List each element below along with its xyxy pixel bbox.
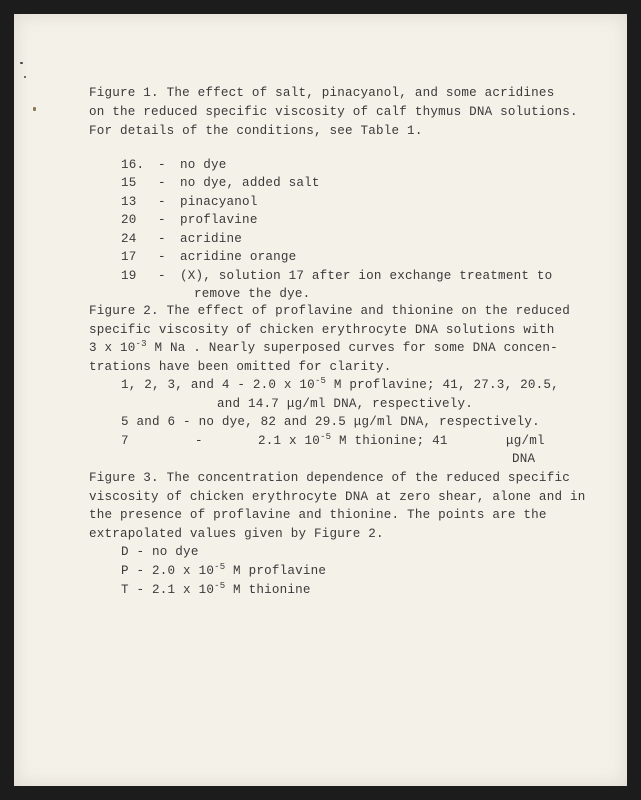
- curve-dash: -: [158, 269, 166, 283]
- curve-description: acridine: [180, 232, 243, 246]
- figure2-curves-proflavine: 1, 2, 3, and 4 - 2.0 x $10^{-5}$ M proflavine; 41, 27.3, 20.5,: [121, 376, 559, 392]
- figure3-key-d: D - no dye: [121, 545, 199, 559]
- curve-dash: -: [158, 232, 166, 246]
- figure2-curves-no-dye: 5 and 6 - no dye, 82 and 29.5 μg/ml DNA, respectively.: [121, 415, 540, 429]
- curve-number: 13: [121, 195, 137, 209]
- curve-dash: -: [158, 158, 166, 172]
- figure1-line-1: Figure 1. The effect of salt, pinacyanol, and some acridines: [89, 86, 555, 100]
- figure2-line-3: 3 x $10^{-3}$ M Na . Nearly superposed curves for some DNA concen-: [89, 339, 558, 355]
- figure2-line-1: Figure 2. The effect of proflavine and thionine on the reduced: [89, 304, 570, 318]
- typed-text-body: [14, 14, 627, 786]
- curve-description: acridine orange: [180, 250, 297, 264]
- curve-description: pinacyanol: [180, 195, 258, 209]
- curve-dash: -: [158, 213, 166, 227]
- figure2-line-4: trations have been omitted for clarity.: [89, 360, 392, 374]
- curve-dash: -: [158, 250, 166, 264]
- curve-number: 24: [121, 232, 137, 246]
- curve-dash: -: [158, 195, 166, 209]
- curve-number: 15: [121, 176, 137, 190]
- figure2-curve-thionine-unit-2: DNA: [512, 452, 536, 466]
- figure2-curve-thionine-unit: μg/ml: [506, 434, 545, 448]
- figure1-line-3: For details of the conditions, see Table 1.: [89, 124, 423, 138]
- curve-description: no dye: [180, 158, 227, 172]
- document-page: [14, 14, 627, 786]
- curve-description: (X), solution 17 after ion exchange treatment to: [180, 269, 553, 283]
- figure3-key-p: P - 2.0 x $10^{-5}$ M proflavine: [121, 562, 327, 578]
- curve-description-continuation: remove the dye.: [194, 287, 311, 301]
- figure2-curves-proflavine-cont: and 14.7 μg/ml DNA, respectively.: [217, 397, 473, 411]
- figure3-line-1: Figure 3. The concentration dependence of the reduced specific: [89, 471, 570, 485]
- figure3-line-2: viscosity of chicken erythrocyte DNA at zero shear, alone and in: [89, 490, 586, 504]
- figure3-key-t: T - 2.1 x $10^{-5}$ M thionine: [121, 581, 311, 597]
- curve-number: 16.: [121, 158, 145, 172]
- figure2-curve-thionine-dash: -: [195, 434, 203, 448]
- curve-dash: -: [158, 176, 166, 190]
- figure2-line-2: specific viscosity of chicken erythrocyte DNA solutions with: [89, 323, 555, 337]
- figure3-line-4: extrapolated values given by Figure 2.: [89, 527, 384, 541]
- curve-number: 20: [121, 213, 137, 227]
- figure1-line-2: on the reduced specific viscosity of calf thymus DNA solutions.: [89, 105, 578, 119]
- curve-number: 17: [121, 250, 137, 264]
- figure2-curve-thionine: 2.1 x $10^{-5}$ M thionine; 41: [258, 432, 448, 448]
- curve-description: proflavine: [180, 213, 258, 227]
- curve-number: 19: [121, 269, 137, 283]
- figure2-curve-thionine-number: 7: [121, 434, 129, 448]
- figure3-line-3: the presence of proflavine and thionine. The points are the: [89, 508, 547, 522]
- curve-description: no dye, added salt: [180, 176, 320, 190]
